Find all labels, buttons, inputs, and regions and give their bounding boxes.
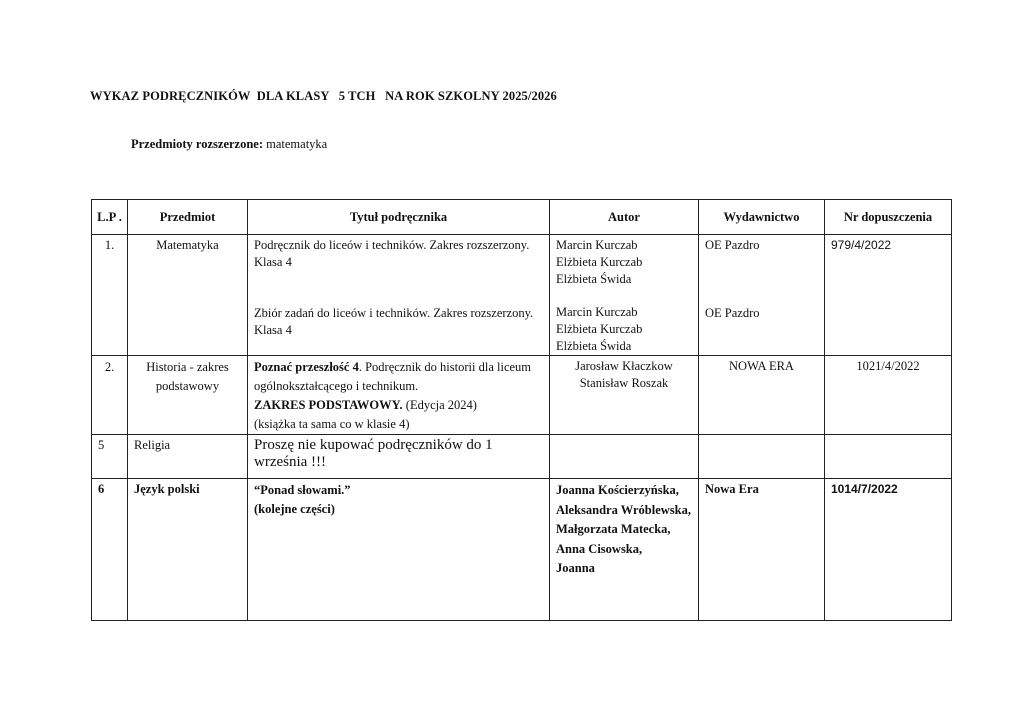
- extended-subjects-line: [131, 137, 327, 152]
- row-subject: Język polski: [128, 479, 248, 621]
- row-publisher: [699, 235, 825, 356]
- row-subject: Historia - zakres podstawowy: [128, 356, 248, 435]
- book-title-bold: Poznać przeszłość 4: [254, 360, 359, 374]
- row-title: [248, 356, 550, 435]
- row-author: [550, 235, 699, 356]
- book-scope: ZAKRES PODSTAWOWY.: [254, 398, 403, 412]
- book-title: Zbiór zadań do liceów i techników. Zakres rozszerzony. Klasa 4: [254, 306, 534, 337]
- table-row: [92, 356, 952, 435]
- header-lp: L.P .: [92, 200, 128, 235]
- author-name: Joanna: [556, 561, 595, 575]
- author-name: Elżbieta Świda: [556, 339, 632, 353]
- book-subtitle: (kolejne części): [254, 502, 335, 516]
- author-name: Marcin Kurczab: [556, 238, 638, 252]
- extended-subjects-label: Przedmioty rozszerzone:: [131, 137, 263, 151]
- row-subject: Religia: [128, 435, 248, 479]
- table-row: [92, 435, 952, 479]
- author-name: Stanisław Roszak: [579, 376, 669, 390]
- row-approval: 1021/4/2022: [825, 356, 952, 435]
- textbook-table: [91, 199, 952, 621]
- row-approval: 1014/7/2022: [825, 479, 952, 621]
- author-name: Elżbieta Kurczab: [556, 255, 643, 269]
- row-lp: 5: [92, 435, 128, 479]
- row-title: [248, 479, 550, 621]
- author-name: Jarosław Kłaczkow: [575, 359, 673, 373]
- header-publisher: Wydawnictwo: [699, 200, 825, 235]
- row-publisher: [699, 435, 825, 479]
- header-approval: Nr dopuszczenia: [825, 200, 952, 235]
- row-lp: 6: [92, 479, 128, 621]
- row-author: [550, 479, 699, 621]
- table-row: [92, 235, 952, 356]
- author-name: Elżbieta Kurczab: [556, 322, 643, 336]
- row-lp: 2.: [92, 356, 128, 435]
- author-name: Aleksandra Wróblewska,: [556, 502, 691, 517]
- book-title: Podręcznik do liceów i techników. Zakres rozszerzony. Klasa 4: [254, 238, 530, 269]
- document-title: WYKAZ PODRĘCZNIKÓW DLA KLASY 5 TCH NA ROK SZKOLNY 2025/2026: [90, 89, 557, 103]
- book-note: (książka ta sama co w klasie 4): [254, 417, 410, 431]
- header-author: Autor: [550, 200, 699, 235]
- row-title: Proszę nie kupować podręczników do 1 września !!!: [248, 435, 550, 479]
- row-lp: 1.: [92, 235, 128, 356]
- extended-subjects-value: matematyka: [263, 137, 328, 151]
- book-title-rest: . Podręcznik do historii dla liceum ogólnokształcącego i technikum.: [254, 360, 532, 393]
- author-name: Marcin Kurczab: [556, 305, 638, 319]
- publisher-name: OE Pazdro: [705, 306, 760, 320]
- row-approval: 979/4/2022: [825, 235, 952, 356]
- header-subject: Przedmiot: [128, 200, 248, 235]
- header-title: Tytuł podręcznika: [248, 200, 550, 235]
- author-name: Małgorzata Matecka,: [556, 522, 671, 536]
- row-publisher: NOWA ERA: [699, 356, 825, 435]
- row-approval: [825, 435, 952, 479]
- row-author: [550, 356, 699, 435]
- publisher-name: OE Pazdro: [705, 238, 760, 252]
- author-name: Joanna Kościerzyńska,: [556, 483, 679, 497]
- book-title: “Ponad słowami.”: [254, 483, 351, 497]
- table-header-row: [92, 200, 952, 235]
- row-publisher: Nowa Era: [699, 479, 825, 621]
- row-author: [550, 435, 699, 479]
- author-name: Anna Cisowska,: [556, 541, 643, 556]
- row-subject: Matematyka: [128, 235, 248, 356]
- author-name: Elżbieta Świda: [556, 272, 632, 286]
- book-edition: (Edycja 2024): [402, 398, 477, 412]
- row-title: [248, 235, 550, 356]
- table-row: [92, 479, 952, 621]
